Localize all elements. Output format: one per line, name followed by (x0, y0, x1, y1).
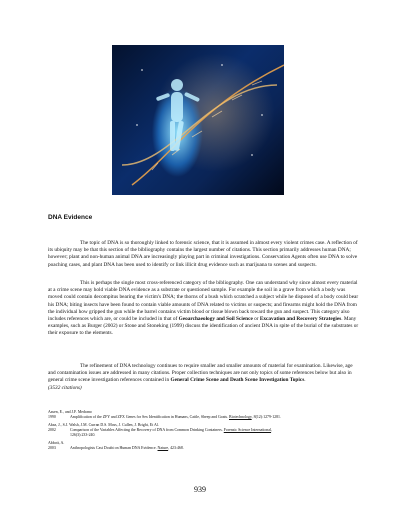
reference-authors: Abbott, A. (48, 441, 65, 445)
cross-reference-paragraph (48, 280, 360, 338)
reference-year: 1990 (48, 415, 56, 419)
refinement-period: . (304, 377, 306, 384)
reference-authors: Abaz, J., S.J. Walsh, J.M. Curran D.S. Moss, J. Cullen, J. Bright, Et Al. (48, 423, 159, 427)
cross-reference-text-end: . Many examples, such as Burger (2002) or Stone and Stoneking (1999) discuss the identification of ancient DNA in spite of the burial of the substrates or their exposure to the elements. (48, 316, 359, 337)
reference-volume: , 8(12):1279-1281. (251, 415, 281, 419)
cross-reference-text: This is perhaps the single most cross-referenced category of the bibliography. One can understand why since almost every material at a crime scene may hold viable DNA evidence as a substrate or questioned sample. For example the soil in a grave from which a body was moved could contain decompitus bearing the victim's DNA; the thorns of a bush which scratched a subject while he disposed of a body could bear his DNA; biting insects have been found to contain viable amounts of DNA related to victims or suspects; and firearms might hold the DNA from the individual how gripped the gun while the barrel contains victim blood or tissue blown back toward the gun and suspect. This category also includes references which are, or could be included in that of (48, 280, 359, 323)
reference-volume: , 423:468. (168, 446, 184, 450)
reference-title: Amplification of the ZFY and ZFX Genes for Sex Identification in Humans, Cattle, Sheep and Goats. (70, 415, 230, 419)
connector-text: or (252, 316, 260, 323)
dna-helix-illustration (112, 45, 284, 195)
reference-title: Comparison of the Variables Affecting the Recovery of DNA from Common Drinking Containers. (70, 428, 224, 432)
reference-pages: 126(3):233-240. (70, 433, 96, 437)
reference-text (70, 446, 184, 451)
page-number: 939 (194, 485, 206, 494)
reference-text (70, 428, 272, 433)
reference-entry (48, 441, 368, 451)
intro-paragraph-text: The topic of DNA is so thoroughly linked to forensic science, that it is assumed in almost every violent crimes case. A reflection of its ubiquity may be that this section of the bibliography contains the largest number of citations. This section primarily addresses human DNA; however; plant and non-human animal DNA are increasingly playing part in criminal investigations. Conservation Agents often use DNA to solve poaching cases, and plant DNA has been used to identify or link illicit drug evidence such as marijuana to scenes and suspects. (48, 240, 358, 268)
citation-count: (3532 citations) (48, 384, 82, 391)
reference-title: Anthropologists Cast Doubt on Human DNA Evidence. (70, 446, 158, 450)
reference-authors: Aasen, E., and J.F. Medrano (48, 410, 92, 414)
refinement-text: The refinement of DNA technology continues to require smaller and smaller amounts of material for examination. Likewise, age and contamination issues are addressed in many citations. Proper collection techniques are not only topics of some references below but also in general crime scene investigation references contained in (48, 363, 353, 384)
reference-year: 2002 (48, 428, 56, 432)
dna-hero-image (112, 45, 284, 195)
reference-entry (48, 423, 368, 438)
reference-journal: Forensic Science International (223, 428, 272, 432)
geoarchaeology-link-text: Geoarchaeology and Soil Science (178, 316, 253, 323)
reference-list (48, 410, 368, 454)
reference-journal: Biotechnology (229, 415, 252, 419)
refinement-paragraph (48, 363, 360, 392)
reference-entry (48, 410, 368, 420)
section-title: DNA Evidence (48, 214, 93, 221)
reference-year: 2003 (48, 446, 56, 450)
reference-volume: , (271, 428, 273, 432)
excavation-link-text: Excavation and Recovery Strategies (259, 316, 342, 323)
intro-paragraph (48, 240, 360, 269)
crime-scene-topics-text: General Crime Scene and Death Scene Investigation Topics (170, 377, 305, 384)
reference-journal: Nature (157, 446, 169, 450)
reference-text (70, 415, 281, 420)
